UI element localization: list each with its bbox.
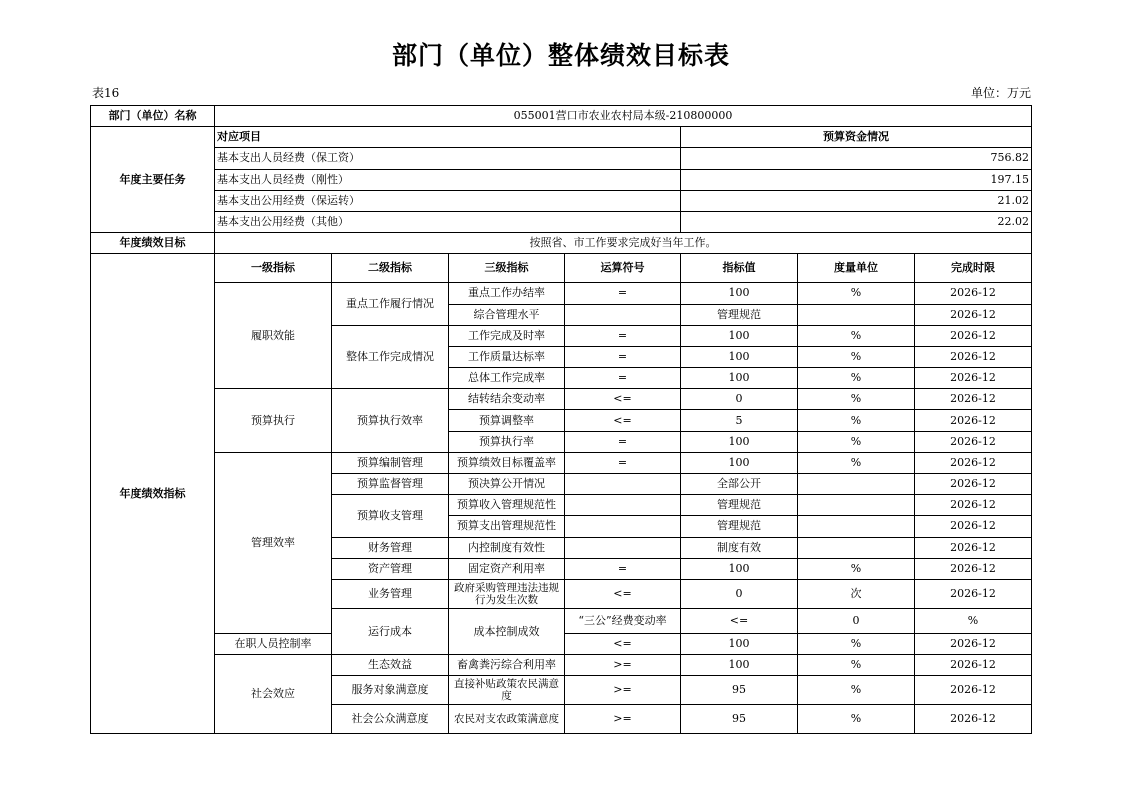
value-cell: 全部公开 [681,474,798,495]
operator-cell: <= [681,608,798,633]
deadline-cell: 2026-12 [915,516,1032,537]
table-row [91,211,1032,232]
value-cell: 100 [681,368,798,389]
deadline-cell: 2026-12 [915,676,1032,705]
deadline-cell: 2026-12 [915,537,1032,558]
deadline-cell: 2026-12 [915,304,1032,325]
operator-cell: <= [565,633,681,654]
unit-cell: % [915,608,1032,633]
tasks-col-item: 对应项目 [215,127,681,148]
value-cell: 0 [798,608,915,633]
value-cell: 管理规范 [681,304,798,325]
task-amount: 756.82 [681,148,1032,169]
table-row [91,148,1032,169]
performance-table [90,105,1032,734]
level3-cell: 重点工作办结率 [449,283,565,304]
operator-cell: = [565,283,681,304]
level3-cell: 总体工作完成率 [449,368,565,389]
dept-value: 055001营口市农业农村局本级-210800000 [215,106,1032,127]
level2-cell: 重点工作履行情况 [332,283,449,325]
value-cell: 100 [681,452,798,473]
unit-cell: % [798,655,915,676]
deadline-cell: 2026-12 [915,495,1032,516]
level3-cell: 畜禽粪污综合利用率 [449,655,565,676]
value-cell: 5 [681,410,798,431]
table-row [91,190,1032,211]
tasks-col-budget: 预算资金情况 [681,127,1032,148]
level1-cell: 预算执行 [215,389,332,453]
operator-cell [565,304,681,325]
unit-cell: % [798,431,915,452]
column-header: 完成时限 [915,254,1032,283]
deadline-cell: 2026-12 [915,558,1032,579]
level2-cell: 预算编制管理 [332,452,449,473]
value-cell: 管理规范 [681,495,798,516]
task-amount: 21.02 [681,190,1032,211]
unit-cell: % [798,633,915,654]
unit-cell [798,304,915,325]
deadline-cell: 2026-12 [915,474,1032,495]
table-number: 表16 [92,86,120,100]
deadline-cell: 2026-12 [915,431,1032,452]
level2-cell: 预算收支管理 [332,495,449,537]
operator-cell: <= [565,579,681,608]
level3-cell: “三公”经费变动率 [565,608,681,633]
operator-cell [565,474,681,495]
unit-cell: % [798,410,915,431]
unit-cell: % [798,389,915,410]
column-header: 三级指标 [449,254,565,283]
unit-cell [798,516,915,537]
deadline-cell: 2026-12 [915,633,1032,654]
task-item: 基本支出人员经费（保工资） [215,148,681,169]
operator-cell: = [565,346,681,367]
goal-row [91,233,1032,254]
level3-cell: 预算执行率 [449,431,565,452]
level3-cell: 预算调整率 [449,410,565,431]
deadline-cell: 2026-12 [915,389,1032,410]
unit-cell: % [798,705,915,734]
operator-cell [565,495,681,516]
level1-cell: 社会效应 [215,655,332,734]
operator-cell: <= [565,410,681,431]
level2-cell: 财务管理 [332,537,449,558]
level2-cell: 整体工作完成情况 [332,325,449,389]
column-header: 指标值 [681,254,798,283]
goal-value: 按照省、市工作要求完成好当年工作。 [215,233,1032,254]
value-cell: 100 [681,558,798,579]
operator-cell: = [565,452,681,473]
unit-cell: % [798,346,915,367]
table-row [91,452,1032,473]
unit-cell [798,495,915,516]
deadline-cell: 2026-12 [915,579,1032,608]
table-row [91,389,1032,410]
level2-cell: 预算执行效率 [332,389,449,453]
level3-cell: 预算绩效目标覆盖率 [449,452,565,473]
operator-cell: >= [565,705,681,734]
level3-cell: 预决算公开情况 [449,474,565,495]
level3-cell: 预算收入管理规范性 [449,495,565,516]
goal-label: 年度绩效目标 [91,233,215,254]
column-header: 二级指标 [332,254,449,283]
level3-cell: 结转结余变动率 [449,389,565,410]
task-amount: 22.02 [681,211,1032,232]
deadline-cell: 2026-12 [915,325,1032,346]
task-item: 基本支出公用经费（其他） [215,211,681,232]
level2-cell: 业务管理 [332,579,449,608]
value-cell: 100 [681,346,798,367]
value-cell: 100 [681,655,798,676]
value-cell: 100 [681,283,798,304]
operator-cell: >= [565,655,681,676]
value-cell: 100 [681,325,798,346]
table-row [91,655,1032,676]
deadline-cell: 2026-12 [915,655,1032,676]
level3-cell: 预算支出管理规范性 [449,516,565,537]
level1-cell: 管理效率 [215,452,332,633]
page-title: 部门（单位）整体绩效目标表 [391,41,730,70]
value-cell: 95 [681,705,798,734]
level2-cell: 社会公众满意度 [332,705,449,734]
operator-cell: = [565,325,681,346]
unit-cell: 次 [798,579,915,608]
level2-cell: 成本控制成效 [449,608,565,654]
value-cell: 0 [681,389,798,410]
operator-cell: <= [565,389,681,410]
deadline-cell: 2026-12 [915,346,1032,367]
operator-cell [565,537,681,558]
task-amount: 197.15 [681,169,1032,190]
dept-row [91,106,1032,127]
operator-cell: = [565,431,681,452]
value-cell: 管理规范 [681,516,798,537]
operator-cell: >= [565,676,681,705]
task-item: 基本支出人员经费（刚性） [215,169,681,190]
deadline-cell: 2026-12 [915,410,1032,431]
level1-cell: 履职效能 [215,283,332,389]
operator-cell: = [565,558,681,579]
level2-cell: 预算监督管理 [332,474,449,495]
value-cell: 100 [681,633,798,654]
task-item: 基本支出公用经费（保运转） [215,190,681,211]
column-header: 一级指标 [215,254,332,283]
unit-label: 单位：万元 [970,86,1031,100]
deadline-cell: 2026-12 [915,452,1032,473]
indicators-label: 年度绩效指标 [91,254,215,734]
deadline-cell: 2026-12 [915,368,1032,389]
level3-cell: 农民对支农政策满意度 [449,705,565,734]
value-cell: 0 [681,579,798,608]
unit-cell: % [798,325,915,346]
value-cell: 100 [681,431,798,452]
level3-cell: 综合管理水平 [449,304,565,325]
value-cell: 95 [681,676,798,705]
dept-label: 部门（单位）名称 [91,106,215,127]
level3-cell: 工作质量达标率 [449,346,565,367]
level3-cell: 直接补贴政策农民满意度 [449,676,565,705]
table-row [91,283,1032,304]
unit-cell: % [798,558,915,579]
level1-cell: 运行成本 [332,608,449,654]
level2-cell: 生态效益 [332,655,449,676]
level2-cell: 资产管理 [332,558,449,579]
level3-cell: 政府采购管理违法违规行为发生次数 [449,579,565,608]
table-row [91,169,1032,190]
level3-cell: 在职人员控制率 [215,633,332,654]
column-header: 运算符号 [565,254,681,283]
deadline-cell: 2026-12 [915,705,1032,734]
unit-cell: % [798,676,915,705]
column-header: 度量单位 [798,254,915,283]
tasks-header-row [91,127,1032,148]
value-cell: 制度有效 [681,537,798,558]
tasks-label: 年度主要任务 [91,127,215,233]
operator-cell: = [565,368,681,389]
unit-cell [798,537,915,558]
unit-cell: % [798,368,915,389]
deadline-cell: 2026-12 [915,283,1032,304]
level3-cell: 固定资产利用率 [449,558,565,579]
unit-cell: % [798,452,915,473]
level2-cell: 服务对象满意度 [332,676,449,705]
indicators-header-row [91,254,1032,283]
unit-cell: % [798,283,915,304]
level3-cell: 工作完成及时率 [449,325,565,346]
unit-cell [798,474,915,495]
level3-cell: 内控制度有效性 [449,537,565,558]
operator-cell [565,516,681,537]
